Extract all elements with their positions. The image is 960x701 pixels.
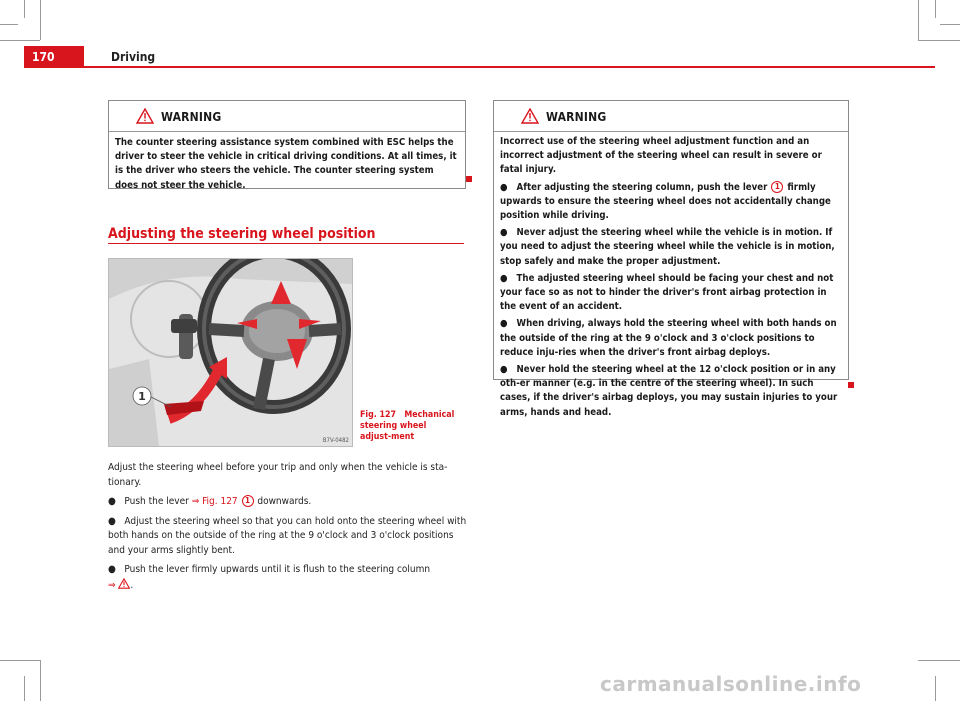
end-mark [848,382,854,388]
step-1-pre: Push the lever [124,496,192,507]
warning-bullet-text: Never hold the steering wheel at the 12 o'clock position or in any oth-er manner (e.g. in the centre of the steering wheel). In such cases, if the driver's airbag deploys, you may sustain injuries to your arms, hands and head. [500,364,838,418]
steering-wheel-figure [108,258,353,447]
warning-bullet-text: firmly upwards to ensure the steering wheel does not accidentally change position while driving. [500,181,831,222]
figure-caption-text: Mechanical steering wheel adjust-ment [360,410,455,442]
step-2-text: Adjust the steering wheel so that you can hold onto the steering wheel with both hands on the outside of the ring at the 9 o'clock and 3 o'clock positions and your arms slightly bent. [108,515,467,556]
warning-bullet-text: Never adjust the steering wheel while the vehicle is in motion. If you need to adjust the steering wheel while the vehicle is in motion, stop safely and make the proper adjustment. [500,227,835,267]
warning-bullet: ● Never hold the steering wheel at the 12 o'clock position or in any oth-er manner (e.g. in the centre of the steering wheel). In such cases, if the driver's airbag deploys, you may sustain injuries to your arms, hands and head. [500,364,838,418]
warning-ref-arrow: ⇒ [108,579,116,591]
warning-bullet-text: The adjusted steering wheel should be facing your chest and not your face so as not to hinder the driver's front airbag protection in the event of an accident. [500,272,834,313]
intro-text: Adjust the steering wheel before your trip and only when the vehicle is sta-tionary. [108,462,448,488]
warning-triangle-icon [118,578,130,589]
warning-box-left [108,100,466,189]
figure-reference-link[interactable]: ⇒ Fig. 127 [191,496,238,507]
warning-body [109,132,465,193]
step-3: ● Push the lever firmly upwards until it is flush to the steering column ⇒ . [108,564,431,591]
warning-header [494,101,848,132]
page-number: 170 [24,46,84,68]
warning-bullet-text: When driving, always hold the steering wheel with both hands on the outside of the ring at the 9 o'clock and 3 o'clock positions to reduce inju-ries when the driver's front airbag deploys. [500,318,837,358]
warning-bullet: ● The adjusted steering wheel should be facing your chest and not your face so as not to hinder the driver's front airbag protection in the event of an accident. [500,272,834,313]
step-1: ● Push the lever ⇒ Fig. 127 1 downwards. [108,496,312,507]
figure-caption-number: Fig. 127 [360,410,397,420]
crop-mark [918,660,960,661]
section-heading: Adjusting the steering wheel position [108,226,376,242]
crop-mark [0,40,40,41]
warning-intro: Incorrect use of the steering wheel adjustment function and an incorrect adjustment of the steering wheel can result in severe or fatal injury. [500,136,822,176]
warning-body [494,132,848,420]
step-3-text: Push the lever firmly upwards until it is flush to the steering column [124,564,431,575]
warning-triangle-icon [521,108,539,124]
crop-mark [0,24,18,25]
crop-mark [0,660,40,661]
warning-triangle-icon [136,108,154,124]
step-1-post: downwards. [254,496,312,507]
warning-title: WARNING [161,110,222,124]
crop-mark [918,0,919,40]
end-mark [466,176,472,182]
crop-mark [40,660,41,701]
steering-wheel-illustration [109,259,352,446]
warning-text: The counter steering assistance system combined with ESC helps the driver to steer the vehicle in critical driving conditions. At all times, it is the driver who steers the vehicle. The counter steering system does not steer the vehicle. [115,137,457,191]
crop-mark [935,676,936,701]
crop-mark [935,0,936,18]
warning-reference-link[interactable] [108,580,130,591]
section-rule [108,243,464,244]
warning-title: WARNING [546,110,607,124]
crop-mark [24,676,25,701]
lever-callout: 1 [771,181,783,193]
running-header: Driving [111,50,156,64]
step-2: ● Adjust the steering wheel so that you can hold onto the steering wheel with both hands on the outside of the ring at the 9 o'clock and 3 o'clock positions and your arms slightly bent. [108,515,467,556]
crop-mark [918,40,960,41]
warning-header [109,101,465,132]
crop-mark [24,0,25,18]
warning-bullet: ● Never adjust the steering wheel while the vehicle is in motion. If you need to adjust the steering wheel while the vehicle is in motion, stop safely and make the proper adjustment. [500,227,835,267]
header-rule [84,66,935,68]
warning-bullet-text: After adjusting the steering column, push the lever [516,181,771,193]
figure-callout: 1 [138,390,146,403]
step-3-end: . [130,579,134,591]
crop-mark [40,0,41,40]
lever-callout: 1 [242,495,254,507]
warning-bullet: ● When driving, always hold the steering wheel with both hands on the outside of the ring at the 9 o'clock and 3 o'clock positions to reduce inju-ries when the driver's front airbag deploys. [500,318,837,358]
figure-code: B7V-0482 [322,437,349,444]
crop-mark [940,24,960,25]
warning-box-right [493,100,849,418]
instructions [108,461,468,593]
watermark: carmanualsonline.info [600,672,862,696]
figure-caption [360,410,460,443]
warning-bullet: ● After adjusting the steering column, push the lever 1 firmly upwards to ensure the steering wheel does not accidentally change position while driving. [500,181,831,222]
